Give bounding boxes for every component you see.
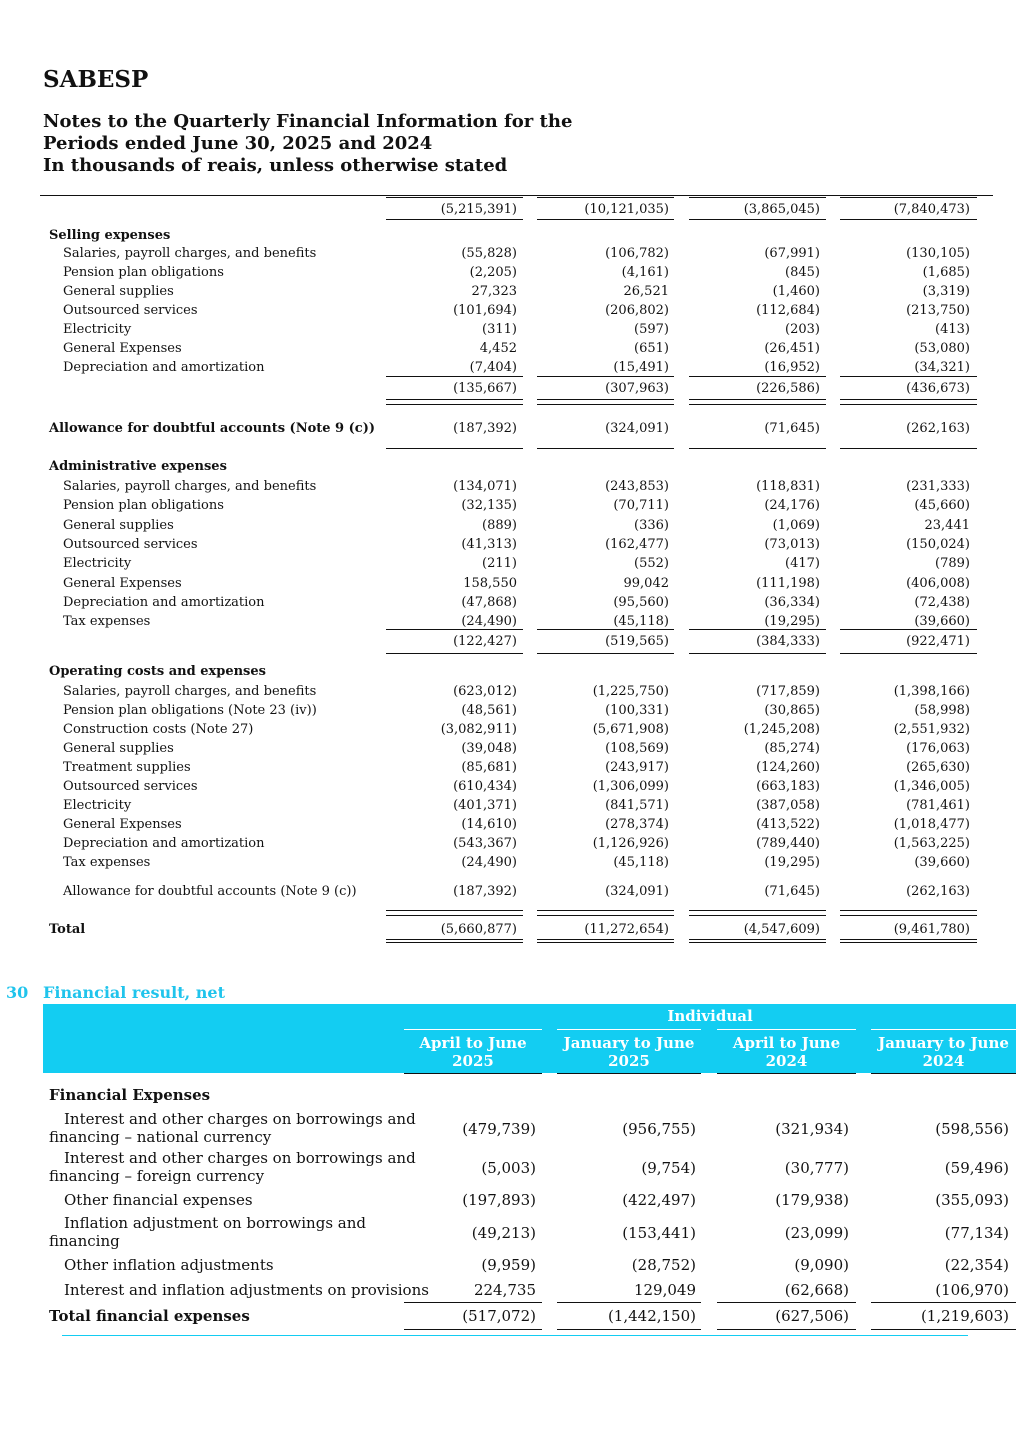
- selling-row-value-col1: (2,205): [469, 265, 517, 280]
- selling-row-label: Outsourced services: [63, 303, 198, 318]
- operating-row-value-col2: (841,571): [605, 798, 669, 813]
- admin-row-value-col1: (47,868): [461, 594, 517, 610]
- operating-row-value-col3: (19,295): [764, 855, 820, 870]
- operating-row-value-col4: (781,461): [906, 798, 970, 813]
- operating-row-value-col1: (24,490): [461, 855, 517, 870]
- financial-total-value-col2: (1,442,150): [607, 1307, 696, 1325]
- column-header-rule-top-2: [557, 1029, 701, 1030]
- grand-total-rule-a-col2: [537, 939, 674, 940]
- column-header-year-4: 2024: [922, 1052, 965, 1070]
- selling-total-rule-a-col4: [840, 399, 977, 400]
- operating-row-label: Depreciation and amortization: [63, 836, 265, 851]
- total-rule-a-col4: [840, 910, 977, 911]
- financial-row-value-col3: (30,777): [784, 1159, 849, 1177]
- admin-row-value-col1: (211): [482, 556, 517, 572]
- operating-row-value-col2: (5,671,908): [592, 722, 669, 737]
- selling-row-value-col1: (55,828): [461, 246, 517, 261]
- operating-row-value-col4: (58,998): [914, 703, 970, 718]
- operating-row-label: Pension plan obligations (Note 23 (iv)): [63, 703, 317, 718]
- financial-row-value-col2: 129,049: [633, 1281, 696, 1299]
- admin-row-label: Depreciation and amortization: [63, 594, 265, 610]
- allowance-value-col2: (324,091): [605, 421, 669, 436]
- selling-subtotal-rule-col1: [386, 376, 523, 377]
- admin-row-value-col1: (32,135): [461, 498, 517, 514]
- admin-subtotal-rule-col3: [689, 629, 826, 630]
- operating-row-value-col3: (124,260): [756, 760, 820, 775]
- admin-row-value-col2: (336): [634, 517, 669, 533]
- admin-total-rule-col1: [386, 653, 523, 654]
- admin-row-value-col1: (24,490): [461, 614, 517, 630]
- carryover-rule-bottom-col1: [386, 219, 523, 220]
- operating-row-value-col4: (1,346,005): [893, 779, 970, 794]
- financial-row-value-col1: 224,735: [473, 1281, 536, 1299]
- operating-heading: Operating costs and expenses: [49, 664, 266, 679]
- carryover-rule-top-col4: [840, 197, 977, 198]
- operating-row-label: Construction costs (Note 27): [63, 722, 254, 737]
- financial-row-value-col2: (956,755): [622, 1120, 696, 1138]
- operating-allowance-value-col4: (262,163): [906, 884, 970, 899]
- admin-row-label: Salaries, payroll charges, and benefits: [63, 479, 317, 494]
- operating-row-value-col3: (789,440): [756, 836, 820, 851]
- financial-row-value-col3: (9,090): [794, 1256, 849, 1274]
- operating-row-value-col4: (2,551,932): [893, 722, 970, 737]
- selling-row-value-col3: (203): [785, 322, 820, 337]
- operating-row-value-col4: (1,563,225): [893, 836, 970, 851]
- financial-row-label-cont: financing – foreign currency: [49, 1167, 265, 1185]
- financial-row-label: Interest and other charges on borrowings and: [64, 1110, 416, 1128]
- operating-row-value-col1: (610,434): [453, 779, 517, 794]
- admin-row-label: General supplies: [63, 517, 174, 533]
- financial-subtotal-rule-1: [404, 1302, 542, 1303]
- admin-total-rule-col2: [537, 653, 674, 654]
- selling-row-value-col4: (34,321): [914, 360, 970, 375]
- allowance-value-col1: (187,392): [453, 421, 517, 436]
- selling-row-label: Depreciation and amortization: [63, 360, 265, 375]
- financial-row-value-col4: (22,354): [944, 1256, 1009, 1274]
- grand-total-value-col4: (9,461,780): [893, 922, 970, 937]
- admin-total-col1: (122,427): [453, 634, 517, 649]
- total-rule-b-col1: [386, 915, 523, 916]
- column-header-year-2: 2025: [608, 1052, 650, 1070]
- carryover-rule-top-col1: [386, 197, 523, 198]
- selling-total-rule-b-col3: [689, 404, 826, 405]
- grand-total-label: Total: [49, 922, 86, 937]
- admin-row-value-col4: (231,333): [906, 479, 970, 494]
- section-number: 30: [6, 983, 29, 1002]
- selling-row-value-col4: (130,105): [906, 246, 970, 261]
- total-rule-a-col1: [386, 910, 523, 911]
- operating-row-value-col2: (1,126,926): [592, 836, 669, 851]
- financial-total-value-col3: (627,506): [775, 1307, 849, 1325]
- operating-row-value-col3: (387,058): [756, 798, 820, 813]
- admin-total-col4: (922,471): [906, 634, 970, 649]
- total-rule-a-col3: [689, 910, 826, 911]
- carryover-value-col3: (3,865,045): [743, 202, 820, 217]
- operating-row-value-col4: (265,630): [906, 760, 970, 775]
- grand-total-value-col1: (5,660,877): [440, 922, 517, 937]
- grand-total-rule-b-col2: [537, 942, 674, 943]
- financial-row-label: Interest and inflation adjustments on provisions: [64, 1281, 429, 1299]
- financial-row-label: Other inflation adjustments: [64, 1256, 274, 1274]
- selling-row-value-col2: 26,521: [623, 284, 669, 299]
- admin-row-value-col4: (406,008): [906, 575, 970, 591]
- selling-row-value-col2: (597): [634, 322, 669, 337]
- financial-row-value-col2: (28,752): [631, 1256, 696, 1274]
- operating-row-label: Tax expenses: [63, 855, 151, 870]
- admin-total-rule-col3: [689, 653, 826, 654]
- operating-row-value-col2: (243,917): [605, 760, 669, 775]
- financial-row-value-col1: (9,959): [481, 1256, 536, 1274]
- carryover-rule-bottom-col3: [689, 219, 826, 220]
- column-header-rule-top-3: [717, 1029, 856, 1030]
- selling-total-col3: (226,586): [756, 381, 820, 396]
- report-title-line-2: Periods ended June 30, 2025 and 2024: [43, 133, 433, 154]
- selling-row-value-col4: (53,080): [914, 341, 970, 356]
- grand-total-rule-a-col1: [386, 939, 523, 940]
- operating-row-value-col1: (543,367): [453, 836, 517, 851]
- admin-total-col3: (384,333): [756, 634, 820, 649]
- selling-row-value-col3: (16,952): [764, 360, 820, 375]
- selling-row-value-col3: (26,451): [764, 341, 820, 356]
- financial-row-value-col1: (49,213): [471, 1224, 536, 1242]
- column-header-period-4: January to June: [878, 1034, 1009, 1052]
- admin-row-label: Tax expenses: [63, 614, 151, 630]
- admin-row-value-col3: (73,013): [764, 536, 820, 552]
- selling-row-value-col3: (112,684): [756, 303, 820, 318]
- selling-row-value-col2: (4,161): [621, 265, 669, 280]
- selling-total-rule-b-col1: [386, 404, 523, 405]
- financial-row-label: Other financial expenses: [64, 1191, 253, 1209]
- financial-row-value-col4: (59,496): [944, 1159, 1009, 1177]
- allowance-rule-col4: [840, 448, 977, 449]
- grand-total-rule-a-col3: [689, 939, 826, 940]
- grand-total-value-col2: (11,272,654): [584, 922, 669, 937]
- allowance-value-col3: (71,645): [764, 421, 820, 436]
- grand-total-rule-b-col3: [689, 942, 826, 943]
- group-header-individual: Individual: [667, 1007, 753, 1025]
- financial-row-label: Interest and other charges on borrowings and: [64, 1149, 416, 1167]
- carryover-value-col1: (5,215,391): [440, 202, 517, 217]
- operating-row-value-col3: (717,859): [756, 684, 820, 699]
- admin-row-value-col4: 23,441: [924, 517, 970, 533]
- operating-row-value-col3: (85,274): [764, 741, 820, 756]
- admin-row-value-col2: (243,853): [605, 479, 669, 494]
- selling-row-value-col3: (67,991): [764, 246, 820, 261]
- operating-row-value-col1: (39,048): [461, 741, 517, 756]
- operating-row-value-col1: (48,561): [461, 703, 517, 718]
- financial-row-value-col2: (9,754): [641, 1159, 696, 1177]
- admin-row-value-col3: (417): [785, 556, 820, 572]
- operating-allowance-value-col1: (187,392): [453, 884, 517, 899]
- financial-expenses-heading: Financial Expenses: [49, 1086, 211, 1104]
- admin-row-value-col3: (1,069): [772, 517, 820, 533]
- admin-row-value-col2: (45,118): [613, 614, 669, 630]
- operating-row-value-col4: (176,063): [906, 741, 970, 756]
- operating-row-label: Treatment supplies: [63, 760, 191, 775]
- financial-row-value-col2: (422,497): [622, 1191, 696, 1209]
- operating-row-value-col1: (3,082,911): [440, 722, 517, 737]
- column-header-rule-bottom-1: [404, 1073, 542, 1074]
- admin-row-label: Electricity: [63, 556, 132, 572]
- admin-row-value-col3: (36,334): [764, 594, 820, 610]
- financial-row-value-col4: (355,093): [935, 1191, 1009, 1209]
- selling-row-label: General supplies: [63, 284, 174, 299]
- allowance-rule-col1: [386, 448, 523, 449]
- header-divider: [40, 195, 993, 196]
- operating-row-value-col3: (1,245,208): [743, 722, 820, 737]
- selling-row-value-col1: (7,404): [469, 360, 517, 375]
- admin-expenses-heading: Administrative expenses: [49, 459, 227, 474]
- selling-row-value-col4: (213,750): [906, 303, 970, 318]
- admin-row-value-col4: (789): [935, 556, 970, 572]
- operating-row-value-col4: (1,398,166): [893, 684, 970, 699]
- financial-total-rule-1: [404, 1329, 542, 1330]
- financial-row-value-col3: (23,099): [784, 1224, 849, 1242]
- selling-subtotal-rule-col4: [840, 376, 977, 377]
- operating-allowance-value-col3: (71,645): [764, 884, 820, 899]
- selling-expenses-heading: Selling expenses: [49, 228, 171, 243]
- admin-row-value-col3: (118,831): [756, 479, 820, 494]
- financial-subtotal-rule-4: [871, 1302, 1016, 1303]
- admin-row-value-col4: (39,660): [914, 614, 970, 630]
- grand-total-rule-a-col4: [840, 939, 977, 940]
- selling-total-rule-a-col1: [386, 399, 523, 400]
- grand-total-rule-b-col1: [386, 942, 523, 943]
- admin-row-value-col4: (150,024): [906, 536, 970, 552]
- selling-subtotal-rule-col2: [537, 376, 674, 377]
- operating-row-value-col3: (30,865): [764, 703, 820, 718]
- selling-total-rule-b-col2: [537, 404, 674, 405]
- operating-row-label: General supplies: [63, 741, 174, 756]
- selling-row-value-col4: (3,319): [922, 284, 970, 299]
- financial-row-value-col3: (321,934): [775, 1120, 849, 1138]
- admin-row-label: Pension plan obligations: [63, 498, 224, 514]
- operating-row-value-col2: (1,306,099): [592, 779, 669, 794]
- financial-row-value-col1: (5,003): [481, 1159, 536, 1177]
- operating-row-value-col2: (108,569): [605, 741, 669, 756]
- financial-row-value-col4: (77,134): [944, 1224, 1009, 1242]
- column-header-rule-top-4: [871, 1029, 1016, 1030]
- column-header-period-3: April to June: [732, 1034, 841, 1052]
- financial-total-rule-3: [717, 1329, 856, 1330]
- admin-subtotal-rule-col2: [537, 629, 674, 630]
- selling-total-col4: (436,673): [906, 381, 970, 396]
- column-header-rule-top-1: [404, 1029, 542, 1030]
- admin-row-value-col2: (162,477): [605, 536, 669, 552]
- report-title-line-1: Notes to the Quarterly Financial Information for the: [43, 111, 573, 132]
- selling-row-value-col4: (413): [935, 322, 970, 337]
- selling-total-rule-a-col3: [689, 399, 826, 400]
- operating-row-value-col4: (39,660): [914, 855, 970, 870]
- operating-allowance-label: Allowance for doubtful accounts (Note 9 (c)): [63, 884, 357, 899]
- operating-row-value-col1: (14,610): [461, 817, 517, 832]
- selling-row-label: General Expenses: [63, 341, 182, 356]
- admin-row-value-col1: (134,071): [453, 479, 517, 494]
- selling-row-value-col1: 27,323: [471, 284, 517, 299]
- operating-row-value-col1: (401,371): [453, 798, 517, 813]
- operating-row-label: General Expenses: [63, 817, 182, 832]
- operating-row-value-col1: (623,012): [453, 684, 517, 699]
- admin-row-value-col2: 99,042: [623, 575, 669, 591]
- selling-total-rule-a-col2: [537, 399, 674, 400]
- admin-row-value-col1: 158,550: [463, 575, 517, 591]
- grand-total-rule-b-col4: [840, 942, 977, 943]
- carryover-rule-top-col3: [689, 197, 826, 198]
- admin-row-value-col2: (552): [634, 556, 669, 572]
- selling-row-value-col1: 4,452: [479, 341, 517, 356]
- selling-row-value-col2: (206,802): [605, 303, 669, 318]
- selling-row-label: Pension plan obligations: [63, 265, 224, 280]
- admin-total-rule-col4: [840, 653, 977, 654]
- operating-row-label: Outsourced services: [63, 779, 198, 794]
- financial-row-value-col4: (106,970): [935, 1281, 1009, 1299]
- financial-row-value-col3: (62,668): [784, 1281, 849, 1299]
- operating-row-value-col3: (663,183): [756, 779, 820, 794]
- operating-row-value-col2: (100,331): [605, 703, 669, 718]
- financial-row-value-col1: (479,739): [462, 1120, 536, 1138]
- carryover-rule-top-col2: [537, 197, 674, 198]
- total-rule-a-col2: [537, 910, 674, 911]
- admin-row-value-col3: (19,295): [764, 614, 820, 630]
- admin-row-value-col2: (70,711): [613, 498, 669, 514]
- carryover-rule-bottom-col4: [840, 219, 977, 220]
- financial-row-label-cont: financing – national currency: [49, 1128, 272, 1146]
- admin-total-col2: (519,565): [605, 634, 669, 649]
- financial-total-value-col4: (1,219,603): [920, 1307, 1009, 1325]
- column-header-year-3: 2024: [765, 1052, 808, 1070]
- selling-row-value-col4: (1,685): [922, 265, 970, 280]
- operating-row-value-col1: (85,681): [461, 760, 517, 775]
- company-name: SABESP: [43, 66, 149, 93]
- operating-row-value-col2: (1,225,750): [592, 684, 669, 699]
- financial-row-value-col2: (153,441): [622, 1224, 696, 1242]
- operating-row-value-col2: (278,374): [605, 817, 669, 832]
- column-header-period-2: January to June: [563, 1034, 695, 1052]
- selling-total-rule-b-col4: [840, 404, 977, 405]
- operating-row-value-col3: (413,522): [756, 817, 820, 832]
- column-header-year-1: 2025: [452, 1052, 494, 1070]
- allowance-label: Allowance for doubtful accounts (Note 9 (c)): [49, 421, 375, 436]
- admin-row-label: General Expenses: [63, 575, 182, 591]
- admin-row-value-col2: (95,560): [613, 594, 669, 610]
- financial-subtotal-rule-3: [717, 1302, 856, 1303]
- operating-allowance-value-col2: (324,091): [605, 884, 669, 899]
- selling-row-value-col1: (311): [482, 322, 517, 337]
- admin-row-value-col3: (111,198): [756, 575, 820, 591]
- selling-row-value-col3: (1,460): [772, 284, 820, 299]
- column-header-rule-bottom-4: [871, 1073, 1016, 1074]
- allowance-rule-col2: [537, 448, 674, 449]
- selling-total-col1: (135,667): [453, 381, 517, 396]
- selling-row-value-col2: (651): [634, 341, 669, 356]
- admin-subtotal-rule-col4: [840, 629, 977, 630]
- operating-row-label: Electricity: [63, 798, 132, 813]
- operating-row-value-col2: (45,118): [613, 855, 669, 870]
- selling-row-label: Electricity: [63, 322, 132, 337]
- financial-total-value-col1: (517,072): [462, 1307, 536, 1325]
- financial-subtotal-rule-2: [557, 1302, 701, 1303]
- financial-total-label: Total financial expenses: [49, 1307, 250, 1325]
- financial-row-label-cont: financing: [49, 1232, 120, 1250]
- selling-row-value-col1: (101,694): [453, 303, 517, 318]
- financial-row-value-col4: (598,556): [935, 1120, 1009, 1138]
- admin-row-value-col1: (889): [482, 517, 517, 533]
- operating-row-label: Salaries, payroll charges, and benefits: [63, 684, 317, 699]
- financial-row-label: Inflation adjustment on borrowings and: [64, 1214, 366, 1232]
- total-rule-b-col2: [537, 915, 674, 916]
- column-header-rule-bottom-2: [557, 1073, 701, 1074]
- selling-row-value-col2: (106,782): [605, 246, 669, 261]
- admin-row-value-col4: (72,438): [914, 594, 970, 610]
- financial-row-value-col3: (179,938): [775, 1191, 849, 1209]
- selling-subtotal-rule-col3: [689, 376, 826, 377]
- grand-total-value-col3: (4,547,609): [743, 922, 820, 937]
- allowance-value-col4: (262,163): [906, 421, 970, 436]
- column-header-rule-bottom-3: [717, 1073, 856, 1074]
- total-rule-b-col3: [689, 915, 826, 916]
- total-rule-b-col4: [840, 915, 977, 916]
- column-header-period-1: April to June: [419, 1034, 527, 1052]
- admin-subtotal-rule-col1: [386, 629, 523, 630]
- admin-row-value-col3: (24,176): [764, 498, 820, 514]
- admin-row-value-col4: (45,660): [914, 498, 970, 514]
- section-title: Financial result, net: [43, 983, 225, 1002]
- financial-row-value-col1: (197,893): [462, 1191, 536, 1209]
- financial-total-rule-2: [557, 1329, 701, 1330]
- carryover-value-col4: (7,840,473): [893, 202, 970, 217]
- operating-row-value-col4: (1,018,477): [893, 817, 970, 832]
- footer-accent-rule: [62, 1335, 968, 1336]
- carryover-rule-bottom-col2: [537, 219, 674, 220]
- selling-total-col2: (307,963): [605, 381, 669, 396]
- report-title-line-3: In thousands of reais, unless otherwise stated: [43, 155, 508, 176]
- selling-row-value-col3: (845): [785, 265, 820, 280]
- selling-row-label: Salaries, payroll charges, and benefits: [63, 246, 317, 261]
- financial-total-rule-4: [871, 1329, 1016, 1330]
- admin-row-value-col1: (41,313): [461, 536, 517, 552]
- selling-row-value-col2: (15,491): [613, 360, 669, 375]
- allowance-rule-col3: [689, 448, 826, 449]
- carryover-value-col2: (10,121,035): [584, 202, 669, 217]
- admin-row-label: Outsourced services: [63, 536, 198, 552]
